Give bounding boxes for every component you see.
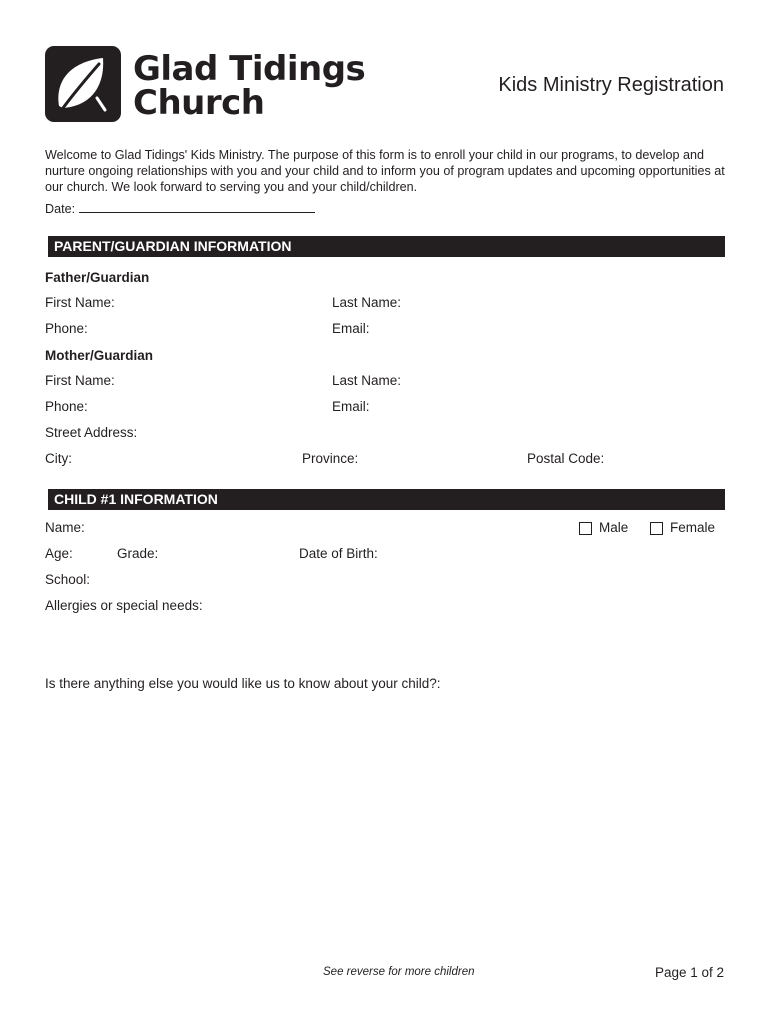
child-allergies-field[interactable]: Allergies or special needs:	[45, 598, 203, 613]
mother-heading: Mother/Guardian	[45, 348, 154, 363]
child-grade-field[interactable]: Grade:	[117, 546, 159, 561]
child-section-heading: CHILD #1 INFORMATION	[45, 489, 226, 510]
logo-text-line2: Church	[133, 83, 265, 123]
date-row	[45, 201, 315, 216]
father-email-field[interactable]: Email:	[332, 321, 370, 336]
father-heading: Father/Guardian	[45, 270, 150, 285]
father-phone-field[interactable]: Phone:	[45, 321, 88, 336]
male-checkbox[interactable]	[579, 522, 592, 535]
footer-note: See reverse for more children	[323, 966, 475, 978]
logo-text-line1: Glad Tidings	[133, 49, 366, 89]
child-anything-else-field[interactable]: Is there anything else you would like us to know about your child?:	[45, 676, 441, 691]
mother-first-name-field[interactable]: First Name:	[45, 373, 115, 388]
child-name-field[interactable]: Name:	[45, 520, 85, 535]
parent-section-heading: PARENT/GUARDIAN INFORMATION	[45, 236, 299, 257]
father-first-name-field[interactable]: First Name:	[45, 295, 115, 310]
child-dob-field[interactable]: Date of Birth:	[299, 546, 378, 561]
logo-mark	[45, 46, 121, 122]
date-field[interactable]	[79, 201, 315, 213]
father-last-name-field[interactable]: Last Name:	[332, 295, 402, 310]
mother-last-name-field[interactable]: Last Name:	[332, 373, 402, 388]
male-label: Male	[599, 520, 629, 535]
child-age-field[interactable]: Age:	[45, 546, 73, 561]
leaf-icon	[45, 46, 121, 122]
city-field[interactable]: City:	[45, 451, 72, 466]
mother-phone-field[interactable]: Phone:	[45, 399, 88, 414]
parent-section-bar	[45, 236, 725, 257]
page-number: Page 1 of 2	[654, 965, 724, 980]
street-address-field[interactable]: Street Address:	[45, 425, 138, 440]
postal-code-field[interactable]: Postal Code:	[527, 451, 605, 466]
date-label: Date:	[45, 202, 76, 216]
intro-paragraph: Welcome to Glad Tidings' Kids Ministry. The purpose of this form is to enroll your child in our programs, to develop and nurture ongoing relationships with you and your child and to inform you of program updates and upcoming opportunities at our church. We look forward to serving you and your child/children.	[45, 148, 725, 194]
female-label: Female	[670, 520, 716, 535]
mother-email-field[interactable]: Email:	[332, 399, 370, 414]
province-field[interactable]: Province:	[302, 451, 359, 466]
female-checkbox[interactable]	[650, 522, 663, 535]
child-school-field[interactable]: School:	[45, 572, 91, 587]
child-section-bar	[45, 489, 725, 510]
document-title: Kids Ministry Registration	[498, 74, 724, 96]
